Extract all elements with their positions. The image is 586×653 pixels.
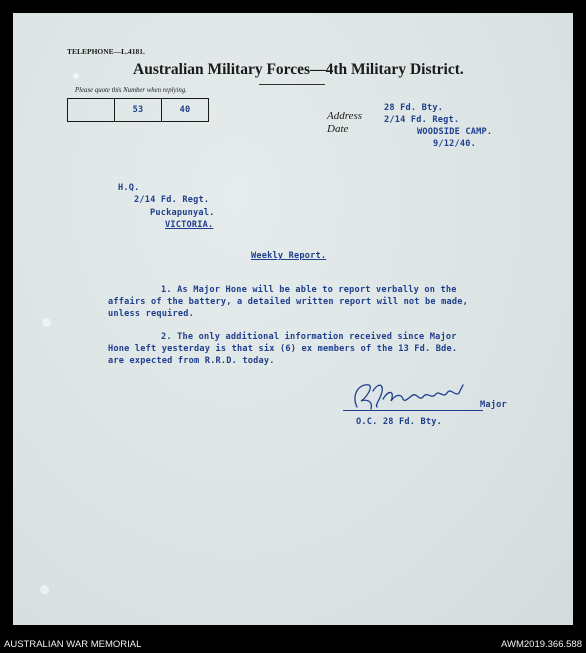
letterhead-title: Australian Military Forces—4th Military District. [133,61,464,78]
signature-line [343,410,483,411]
reference-cell [68,99,115,121]
sender-camp: WOODSIDE CAMP. [417,127,493,137]
paper-hole-mark [40,585,49,594]
reference-value: 40 [179,105,191,115]
handwritten-signature [343,379,483,413]
recipient-line: Puckapunyal. [150,208,215,218]
address-label: Address [327,110,363,122]
body-line: Hone left yesterday is that six (6) ex members of the 13 Fd. Bde. [108,344,458,354]
signatory-title: O.C. 28 Fd. Bty. [356,417,442,427]
reference-cell [162,99,208,121]
reference-number-box [67,98,209,122]
paper-hole-mark [42,318,51,327]
telephone-number: TELEPHONE—L.4181. [67,47,145,56]
signatory-rank: Major [480,400,507,410]
recipient-line: VICTORIA. [165,220,214,230]
date-label: Date [327,123,349,135]
report-subject: Weekly Report. [251,251,327,261]
sender-unit: 28 Fd. Bty. [384,103,444,113]
recipient-line: H.Q. [118,183,140,193]
document-page [13,13,573,625]
archive-caption: AUSTRALIAN WAR MEMORIAL [4,639,142,650]
recipient-line: 2/14 Fd. Regt. [134,195,210,205]
letter-date: 9/12/40. [433,139,476,149]
body-line: are expected from R.R.D. today. [108,356,275,366]
quote-number-note: Please quote this Number when replying. [75,87,187,94]
body-line: affairs of the battery, a detailed written report will not be made, [108,297,469,307]
sender-regiment: 2/14 Fd. Regt. [384,115,460,125]
body-line: unless required. [108,309,194,319]
paper-hole-mark [73,73,79,79]
body-line: 1. As Major Hone will be able to report verbally on the [161,285,457,295]
archive-accession-number: AWM2019.366.588 [501,639,582,650]
letterhead-rule [259,84,325,85]
body-line: 2. The only additional information received since Major [161,332,457,342]
reference-value: 53 [132,105,144,115]
reference-cell [115,99,162,121]
